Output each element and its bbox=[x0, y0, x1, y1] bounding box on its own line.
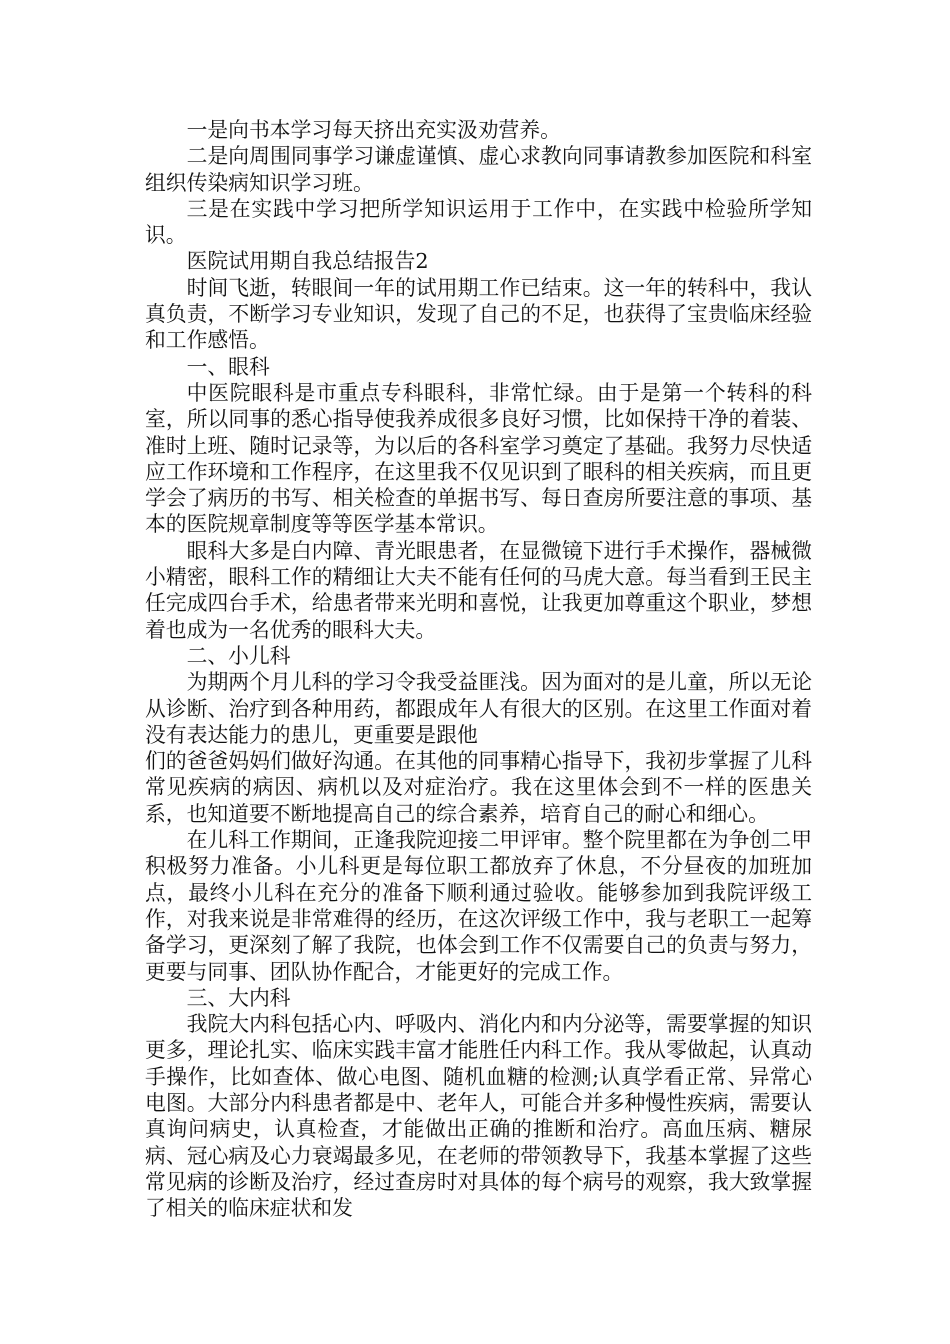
paragraph-ophthalmology-2: 眼科大多是白内障、青光眼患者，在显微镜下进行手术操作，器械微小精密，眼科工作的精细让大夫不能有任何的马虎大意。每当看到王民主任完成四台手术，给患者带来光明和喜悦，让我更加尊重这个职业，梦想着也成为一名优秀的眼科大夫。 bbox=[145, 538, 812, 642]
heading-internal-medicine: 三、大内科 bbox=[186, 985, 291, 1010]
paragraph-ophthalmology-1: 中医院眼科是市重点专科眼科，非常忙绿。由于是第一个转科的科室，所以同事的悉心指导使我养成很多良好习惯，比如保持干净的着装、准时上班、随时记录等，为以后的各科室学习奠定了基础。我努力尽快适应工作环境和工作程序，在这里我不仅见识到了眼科的相关疾病，而且更学会了病历的书写、相关检查的单据书写、每日查房所要注意的事项、基本的医院规章制度等等医学基本常识。 bbox=[145, 380, 812, 537]
paragraph-study-colleagues: 二是向周围同事学习谦虚谨慎、虚心求教向同事请教参加医院和科室组织传染病知识学习班。 bbox=[145, 144, 812, 195]
paragraph-pediatrics-2: 在儿科工作期间，正逢我院迎接二甲评审。整个院里都在为争创二甲积极努力准备。小儿科更是每位职工都放弃了休息，不分昼夜的加班加点，最终小儿科在充分的准备下顺利通过验收。能够参加到我院评级工作，对我来说是非常难得的经历，在这次评级工作中，我与老职工一起筹备学习，更深刻了解了我院，也体会到工作不仅需要自己的负责与努力，更要与同事、团队协作配合，才能更好的完成工作。 bbox=[145, 828, 812, 984]
document-body bbox=[145, 117, 812, 1221]
paragraph-study-practice: 三是在实践中学习把所学知识运用于工作中，在实践中检验所学知识。 bbox=[145, 196, 812, 248]
paragraph-intro: 时间飞逝，转眼间一年的试用期工作已结束。这一年的转科中，我认真负责，不断学习专业知识，发现了自己的不足，也获得了宝贵临床经验和工作感悟。 bbox=[145, 275, 812, 353]
paragraph-internal-medicine: 我院大内科包括心内、呼吸内、消化内和内分泌等，需要掌握的知识更多，理论扎实、临床实践丰富才能胜任内科工作。我从零做起，认真动手操作，比如查体、做心电图、随机血糖的检测;认真学看正常、异常心电图。大部分内科患者都是中、老年人，可能合并多种慢性疾病，需要认真询问病史，认真检查，才能做出正确的推断和治疗。高血压病、糖尿病、冠心病及心力衰竭最多见，在老师的带领教导下，我基本掌握了这些常见病的诊断及治疗，经过查房时对具体的每个病号的观察，我大致掌握了相关的临床症状和发 bbox=[145, 1012, 812, 1221]
heading-ophthalmology: 一、眼科 bbox=[186, 354, 270, 379]
section-title-report-2: 医院试用期自我总结报告2 bbox=[186, 249, 429, 274]
paragraph-pediatrics-continued: 们的爸爸妈妈们做好沟通。在其他的同事精心指导下，我初步掌握了儿科常见疾病的病因、病机以及对症治疗。我在这里体会到不一样的医患关系，也知道要不断地提高自己的综合素养，培育自己的耐心和细心。 bbox=[145, 749, 812, 826]
paragraph-pediatrics-1: 为期两个月儿科的学习令我受益匪浅。因为面对的是儿童，所以无论从诊断、治疗到各种用药，都跟成年人有很大的区别。在这里工作面对着没有表达能力的患儿，更重要是跟他 bbox=[145, 670, 812, 747]
paragraph-study-books: 一是向书本学习每天挤出充实汲劝营养。 bbox=[186, 118, 561, 142]
heading-pediatrics: 二、小儿科 bbox=[186, 643, 291, 668]
